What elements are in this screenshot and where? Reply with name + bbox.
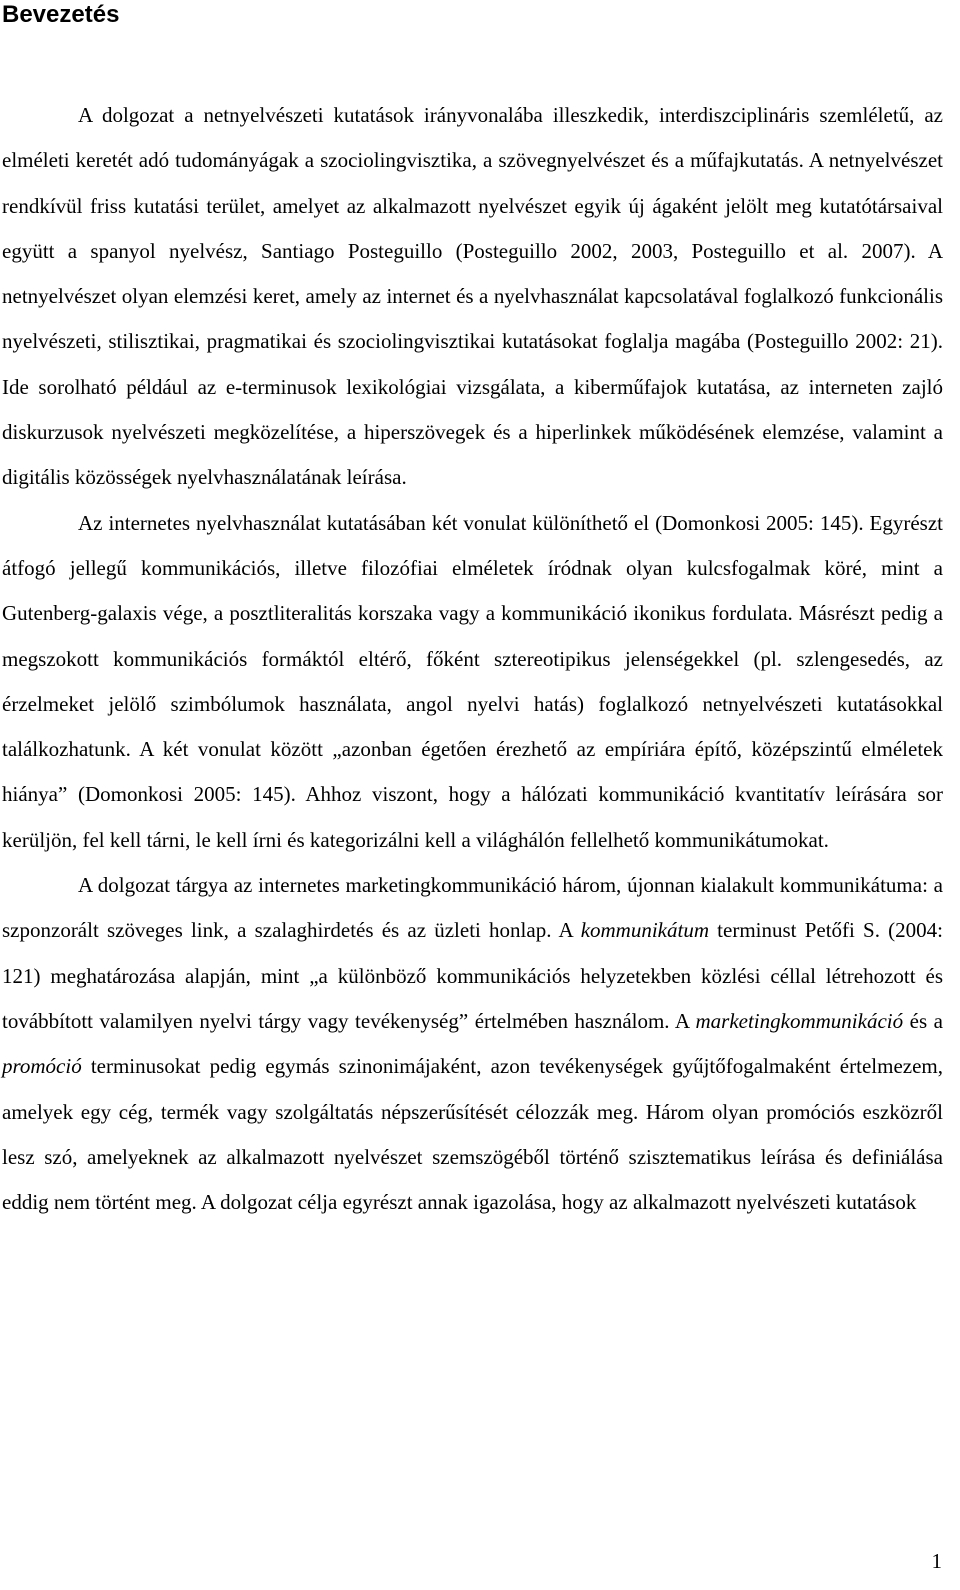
term-promocio: promóció [2, 1054, 82, 1079]
paragraph-2: Az internetes nyelvhasználat kutatásában két vonulat különíthető el (Domonkosi 2005: 145). Egyrészt átfogó jellegű kommunikációs, illetve filozófiai elméletek íródnak olyan kulcsfogalmak köré, mint a Gutenberg-galaxis vége, a posztliteralitás korszaka vagy a kommunikáció ikonikus fordulata. Másrészt pedig a megszokott kommunikációs formáktól eltérő, főként sztereotipikus jelenségekkel (pl. szlengesedés, az érzelmeket jelölő szimbólumok használata, angol nyelvi hatás) foglalkozó netnyelvészeti kutatásokkal találkozhatunk. A két vonulat között „azonban égetően érezhető az empíriára építő, középszintű elméletek hiánya” (Domonkosi 2005: 145). Ahhoz viszont, hogy a hálózati kommunikáció kvantitatív leírására sor kerüljön, fel kell tárni, le kell írni és kategorizálni kell a világhálón fellelhető kommunikátumokat. [2, 510, 943, 852]
section-heading: Bevezetés [2, 1, 120, 28]
paragraph-3-text-4: terminusokat pedig egymás szinonimájaként, azon tevékenységek gyűjtőfogalmaként értelmezem, amelyek egy cég, termék vagy szolgáltatás népszerűsítését célozzák meg. Három olyan promóciós eszközről lesz szó, amelyeknek az alkalmazott nyelvészet szemszögéből történő szisztematikus leírása és definiálása eddig nem történt meg. A dolgozat célja egyrészt annak igazolása, hogy az alkalmazott nyelvészeti kutatások [2, 1054, 943, 1215]
paragraph-3-text-3: és a [903, 1008, 943, 1033]
paragraph-1: A dolgozat a netnyelvészeti kutatások irányvonalába illeszkedik, interdiszciplináris szemléletű, az elméleti keretét adó tudományágak a szociolingvisztika, a szövegnyelvészet és a műfajkutatás. A netnyelvészet rendkívül friss kutatási terület, amelyet az alkalmazott nyelvészet egyik új ágaként jelölt meg kutatótársaival együtt a spanyol nyelvész, Santiago Posteguillo (Posteguillo 2002, 2003, Posteguillo et al. 2007). A netnyelvészet olyan elemzési keret, amely az internet és a nyelvhasználat kapcsolatával foglalkozó funkcionális nyelvészeti, stilisztikai, pragmatikai és szociolingvisztikai kutatásokat foglalja magába (Posteguillo 2002: 21). Ide sorolható például az e-terminusok lexikológiai vizsgálata, a kiberműfajok kutatása, az interneten zajló diskurzusok nyelvészeti megközelítése, a hiperszövegek és a hiperlinkek működésének elemzése, valamint a digitális közösségek nyelvhasználatának leírása. [2, 103, 943, 490]
term-kommunikatum: kommunikátum [580, 918, 709, 943]
page-number: 1 [931, 1549, 942, 1573]
paragraph-3-text-2: terminust Petőfi S. (2004: 121) meghatározása alapján, mint „a különböző kommunikációs helyzetekben közlési céllal létrehozott és továbbított valamilyen nyelvi tárgy vagy tevékenység” értelmében használom. A [2, 918, 943, 1033]
paragraph-3-text-1: A dolgozat tárgya az internetes marketingkommunikáció három, újonnan kialakult kommunikátuma: a szponzorált szöveges link, a szalaghirdetés és az üzleti honlap. A [2, 873, 943, 943]
term-marketingkommunikacio: marketingkommunikáció [695, 1008, 904, 1033]
body-text [2, 93, 943, 1225]
paragraph-3 [2, 863, 943, 1225]
